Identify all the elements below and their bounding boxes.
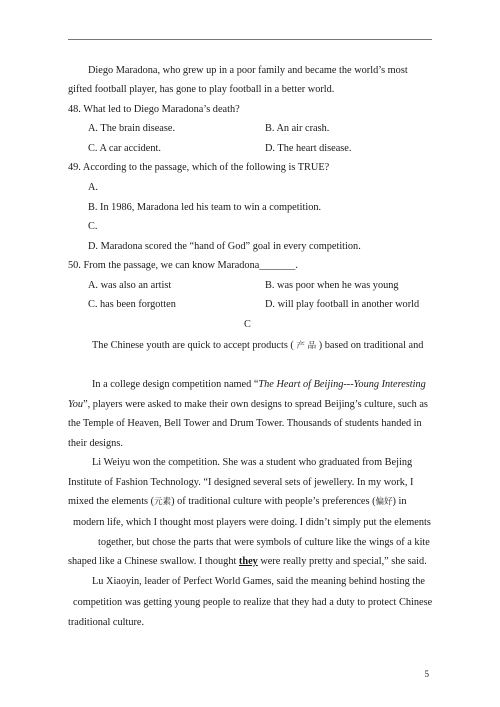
- passage-b-line-1: Diego Maradona, who grew up in a poor family and became the world’s most: [88, 65, 408, 76]
- passage-b-line-2: gifted football player, has gone to play football in a better world.: [68, 84, 335, 95]
- question-50-option-a: A. was also an artist: [88, 280, 172, 291]
- passage-c-p2-line-2: Institute of Fashion Technology. “I designed several sets of jewellery. In my work, I: [68, 477, 414, 488]
- passage-c-p2-line-5: together, but chose the parts that were symbols of culture like the wings of a kite: [98, 537, 430, 548]
- question-48-option-b: B. An air crash.: [265, 123, 330, 134]
- question-50-option-d: D. will play football in another world: [265, 299, 420, 310]
- passage-c-p2-line-4: modern life, which I thought most players were doing. I didn’t simply put the elements: [73, 517, 431, 528]
- passage-c-p3-line-1: Lu Xiaoyin, leader of Perfect World Games, said the meaning behind hosting the: [92, 576, 425, 587]
- passage-c-p2-line-3: mixed the elements (元素) of traditional culture with people’s preferences (偏好) in: [68, 496, 407, 507]
- header-rule: [68, 39, 432, 40]
- question-48-option-d: D. The heart disease.: [265, 143, 352, 154]
- passage-c-p3-line-2: competition was getting young people to realize that they had a duty to protect Chinese: [73, 597, 433, 608]
- passage-c-heading: C: [244, 319, 251, 330]
- question-50-stem: 50. From the passage, we can know Maradona_______.: [68, 260, 298, 271]
- question-48-option-c: C. A car accident.: [88, 143, 161, 154]
- passage-c-p2-line-6: shaped like a Chinese swallow. I thought they were really pretty and special,” she said.: [68, 556, 427, 567]
- passage-c-p1-line-3: the Temple of Heaven, Bell Tower and Drum Tower. Thousands of students handed in: [68, 418, 422, 429]
- question-49-stem: 49. According to the passage, which of the following is TRUE?: [68, 162, 330, 173]
- question-50-option-c: C. has been forgotten: [88, 299, 176, 310]
- question-49-option-d: D. Maradona scored the “hand of God” goal in every competition.: [88, 241, 361, 252]
- emphasized-word-they: they: [238, 556, 258, 567]
- question-48-option-a: A. The brain disease.: [88, 123, 176, 134]
- passage-c-p3-line-3: traditional culture.: [68, 617, 145, 628]
- question-49-option-c: C.: [88, 221, 98, 232]
- passage-c-p2-line-1: Li Weiyu won the competition. She was a student who graduated from Bejing: [92, 457, 413, 468]
- question-49-option-b: B. In 1986, Maradona led his team to win a competition.: [88, 202, 322, 213]
- question-48-stem: 48. What led to Diego Maradona’s death?: [68, 104, 240, 115]
- page-number: 5: [424, 669, 429, 679]
- question-49-option-a: A.: [88, 182, 99, 193]
- passage-c-p1-line-1: In a college design competition named “The Heart of Beijing---Young Interesting: [92, 379, 426, 390]
- question-50-option-b: B. was poor when he was young: [265, 280, 399, 291]
- passage-c-intro: The Chinese youth are quick to accept products ( 产 品 ) based on traditional and: [92, 340, 424, 351]
- passage-c-p1-line-2: You”, players were asked to make their own designs to spread Beijing’s culture, such as: [68, 399, 428, 410]
- passage-c-p1-line-4: their designs.: [68, 438, 123, 449]
